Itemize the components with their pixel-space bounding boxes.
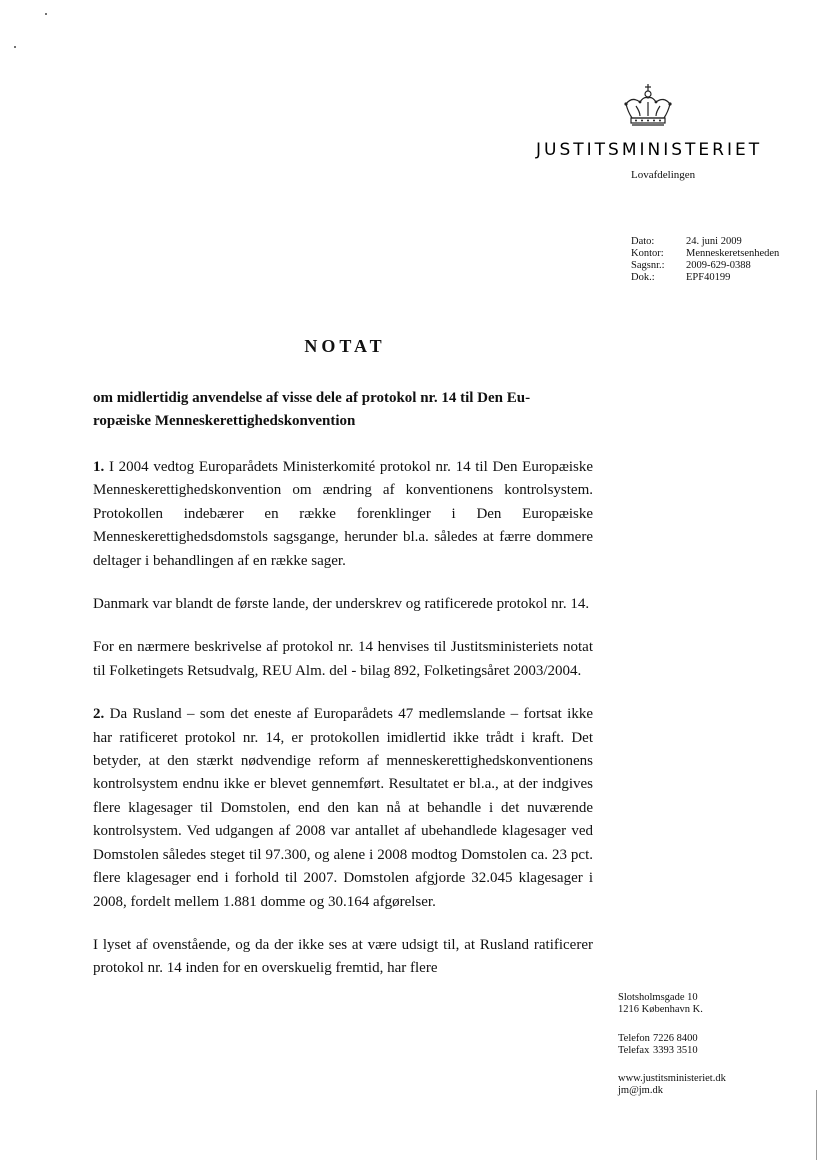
department-name: Lovafdelingen bbox=[631, 169, 696, 181]
phone-number: 7226 8400 bbox=[653, 1033, 698, 1044]
website-link[interactable]: www.justitsministeriet.dk bbox=[618, 1073, 726, 1084]
scan-speck bbox=[14, 46, 16, 48]
meta-value: EPF40199 bbox=[686, 272, 731, 283]
meta-value: Menneskeretsenheden bbox=[686, 248, 780, 259]
meta-value: 24. juni 2009 bbox=[686, 236, 742, 247]
document-title: NOTAT bbox=[304, 336, 386, 356]
address-street: Slotsholmsgade 10 bbox=[618, 992, 698, 1003]
meta-row-case bbox=[631, 260, 779, 272]
document-body bbox=[93, 456, 593, 1001]
paragraph-3: For en nærmere beskrivelse af protokol nr. 14 henvises til Justitsministeriets notat til Folketingets Retsudvalg, REU Alm. del - bilag 892, Folketingsåret 2003/2004. bbox=[93, 639, 593, 679]
subject-line: om midlertidig anvendelse af visse dele af protokol nr. 14 til Den Eu- bbox=[93, 390, 531, 406]
fax-label: Telefax bbox=[618, 1045, 650, 1056]
royal-crown-logo bbox=[618, 82, 678, 132]
meta-key: Sagsnr.: bbox=[631, 260, 665, 271]
fax-row bbox=[618, 1045, 698, 1057]
meta-row-office bbox=[631, 248, 779, 260]
address-city: 1216 København K. bbox=[618, 1004, 703, 1015]
section-number: 2. bbox=[93, 706, 105, 723]
scan-speck bbox=[45, 13, 47, 15]
address-block bbox=[618, 992, 703, 1016]
meta-key: Dok.: bbox=[631, 272, 655, 283]
paragraph-1 bbox=[93, 456, 593, 573]
paragraph-text: Da Rusland – som det eneste af Europarådets 47 medlemslande – fortsat ikke har ratificeret protokol nr. 14, er protokollen imidlertid ikke trådt i kraft. Det betyder, at den stærkt nødvendige reform af menneskerettighedskonventionens kontrolsystem endnu ikke er blevet gennemført. Resultatet er bl.a., at der indgives flere klagesager til Domstolen, end den kan nå at behandle i det nuværende kontrolsystem. Ved udgangen af 2008 var antallet af ubehandlede klagesager ved Domstolen således steget til 97.300, og alene i 2008 modtog Domstolen ca. 23 pct. flere klagesager end i forhold til 2007. Domstolen afgjorde 32.045 klagesager i 2008, fordelt mellem 1.881 domme og 30.164 afgørelser. bbox=[93, 706, 593, 910]
paragraph-4 bbox=[93, 703, 593, 914]
section-number: 1. bbox=[93, 459, 105, 475]
meta-key: Kontor: bbox=[631, 248, 664, 259]
phone-row bbox=[618, 1033, 698, 1045]
meta-key: Dato: bbox=[631, 236, 655, 247]
paragraph-text: I 2004 vedtog Europarådets Ministerkomité protokol nr. 14 til Den Europæiske Menneskerettighedskonvention om ændring af konventionens kontrolsystem. Protokollen indebærer en række forenklinger i Den Europæiske Menneskerettighedsdomstols sagsgange, herunder bl.a. således at færre dommere deltager i behandlingen af en række sager. bbox=[93, 459, 593, 569]
paragraph-2: Danmark var blandt de første lande, der underskrev og ratificerede protokol nr. 14. bbox=[93, 596, 590, 613]
subject-line: ropæiske Menneskerettighedskonvention bbox=[93, 413, 356, 429]
web-block bbox=[618, 1073, 726, 1097]
scan-edge-line bbox=[816, 1090, 817, 1160]
meta-row-date bbox=[631, 236, 779, 248]
fax-number: 3393 3510 bbox=[653, 1045, 698, 1056]
document-metadata bbox=[631, 236, 779, 284]
phone-block bbox=[618, 1033, 698, 1057]
meta-row-doc bbox=[631, 272, 779, 284]
ministry-name: JUSTITSMINISTERIET bbox=[536, 140, 763, 160]
meta-value: 2009-629-0388 bbox=[686, 260, 751, 271]
document-subject bbox=[93, 387, 593, 433]
email-link[interactable]: jm@jm.dk bbox=[618, 1085, 663, 1096]
paragraph-5: I lyset af ovenstående, og da der ikke ses at være udsigt til, at Rusland ratificerer protokol nr. 14 inden for en overskuelig fremtid, har flere bbox=[93, 936, 593, 977]
phone-label: Telefon bbox=[618, 1033, 650, 1044]
